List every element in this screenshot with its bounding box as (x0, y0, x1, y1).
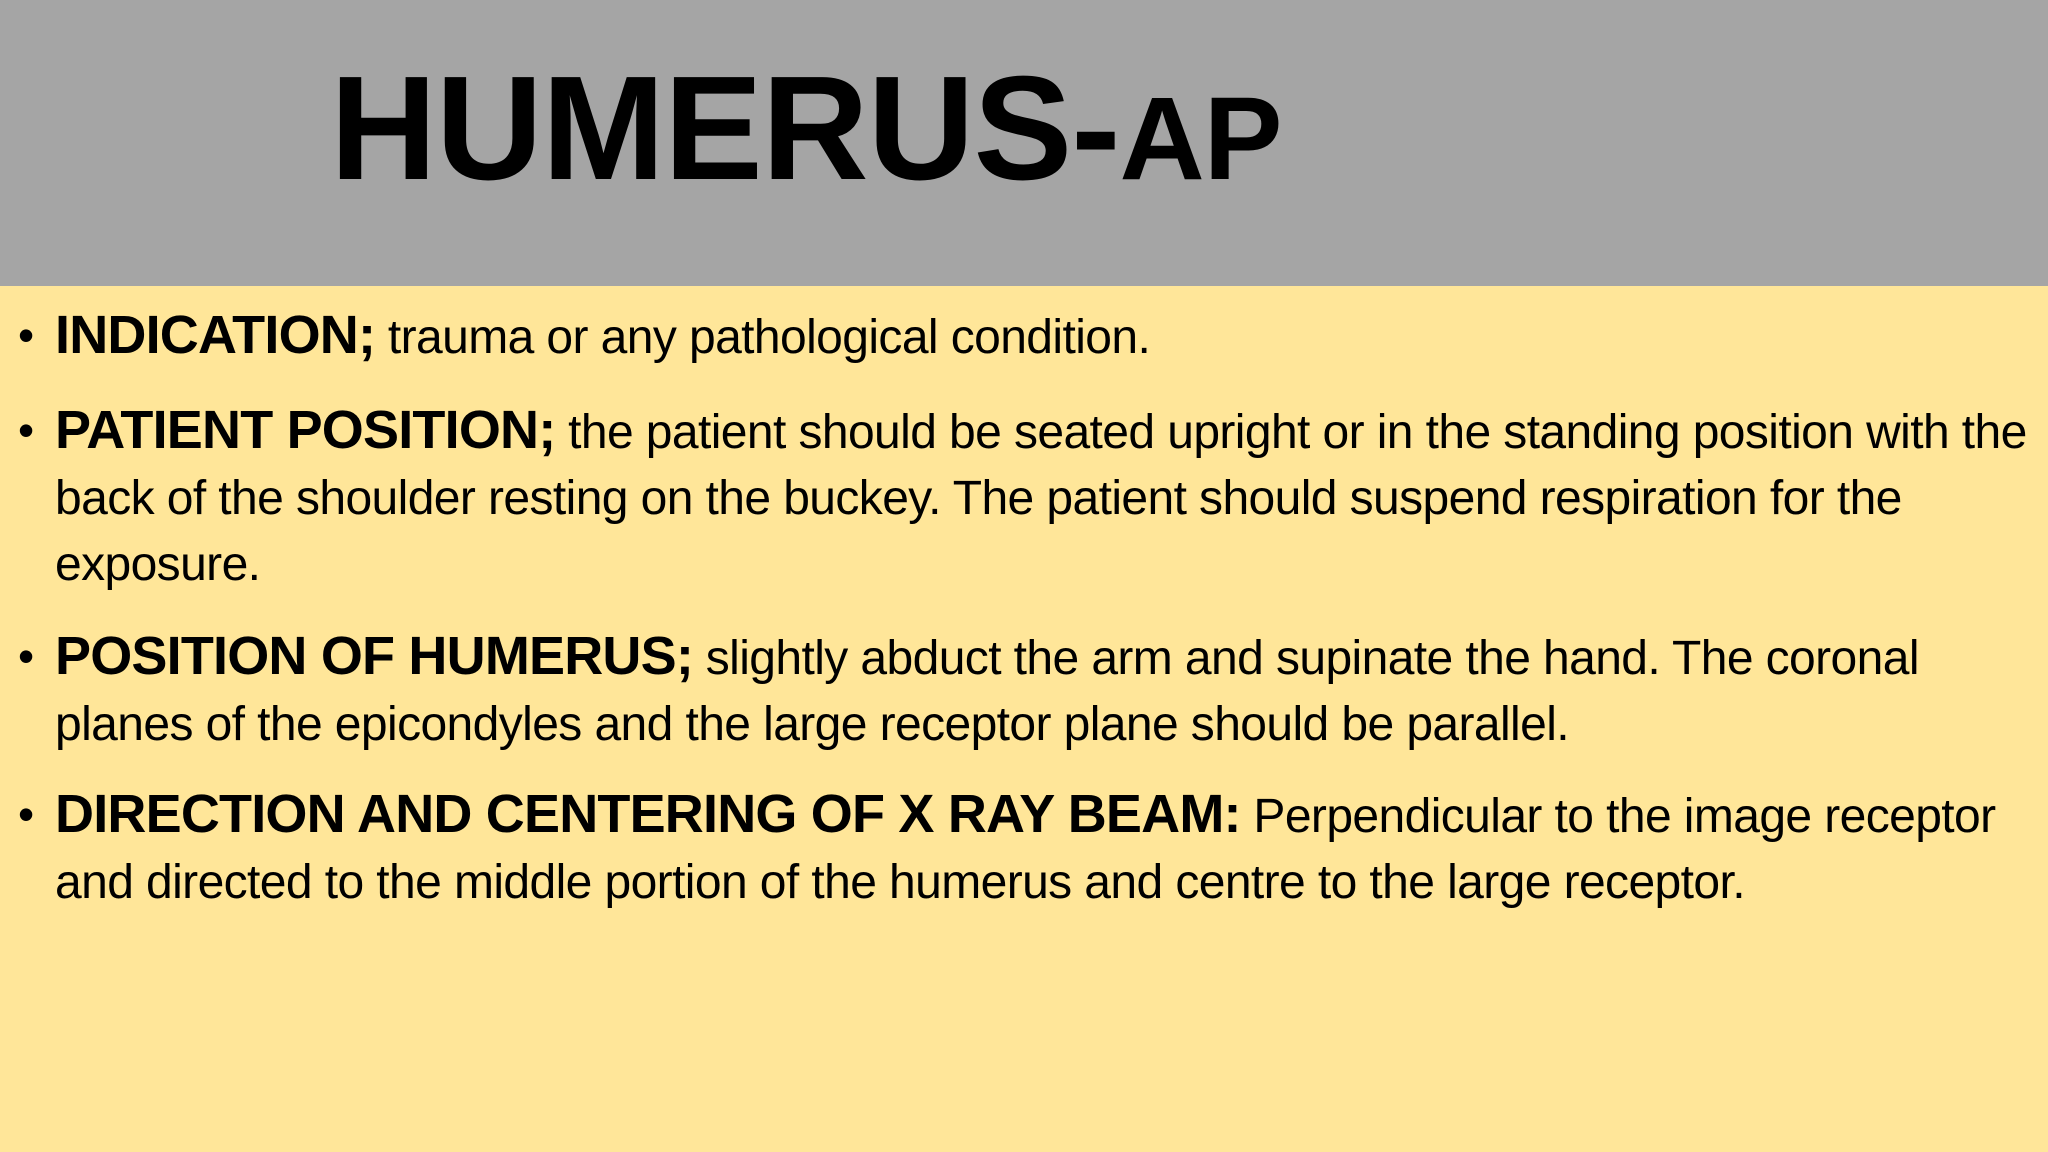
bullet-body: Perpendicular to the image receptor and directed to the middle portion of the humerus and centre to the large receptor. (55, 790, 1996, 909)
bullet-text (55, 623, 2030, 758)
bullet-label: DIRECTION AND CENTERING OF X RAY BEAM: (55, 784, 1241, 844)
slide-title (330, 46, 1282, 211)
title-suffix: AP (1119, 73, 1282, 205)
bullet-dot-icon: • (18, 309, 35, 361)
bullet-body: the patient should be seated upright or in the standing position with the back of the shoulder resting on the buckey. The patient should suspend respiration for the exposure. (55, 406, 2027, 591)
bullet-label: INDICATION; (55, 305, 376, 365)
bullet-label: POSITION OF HUMERUS; (55, 626, 694, 686)
bullet-dot-icon: • (18, 630, 35, 682)
bullet-body: trauma or any pathological condition. (375, 311, 1151, 364)
bullet-text (55, 302, 2030, 371)
bullet-dot-icon: • (18, 404, 35, 456)
content-area (0, 286, 2048, 1152)
bullet-label: PATIENT POSITION; (55, 400, 556, 460)
bullet-text (55, 397, 2030, 598)
title-bar (0, 0, 2048, 286)
title-main: HUMERUS- (330, 46, 1120, 211)
bullet-body: slightly abduct the arm and supinate the hand. The coronal planes of the epicondyles and the large receptor plane should be parallel. (55, 632, 1919, 751)
bullet-dot-icon: • (18, 788, 35, 840)
bullet-text (55, 781, 2030, 916)
